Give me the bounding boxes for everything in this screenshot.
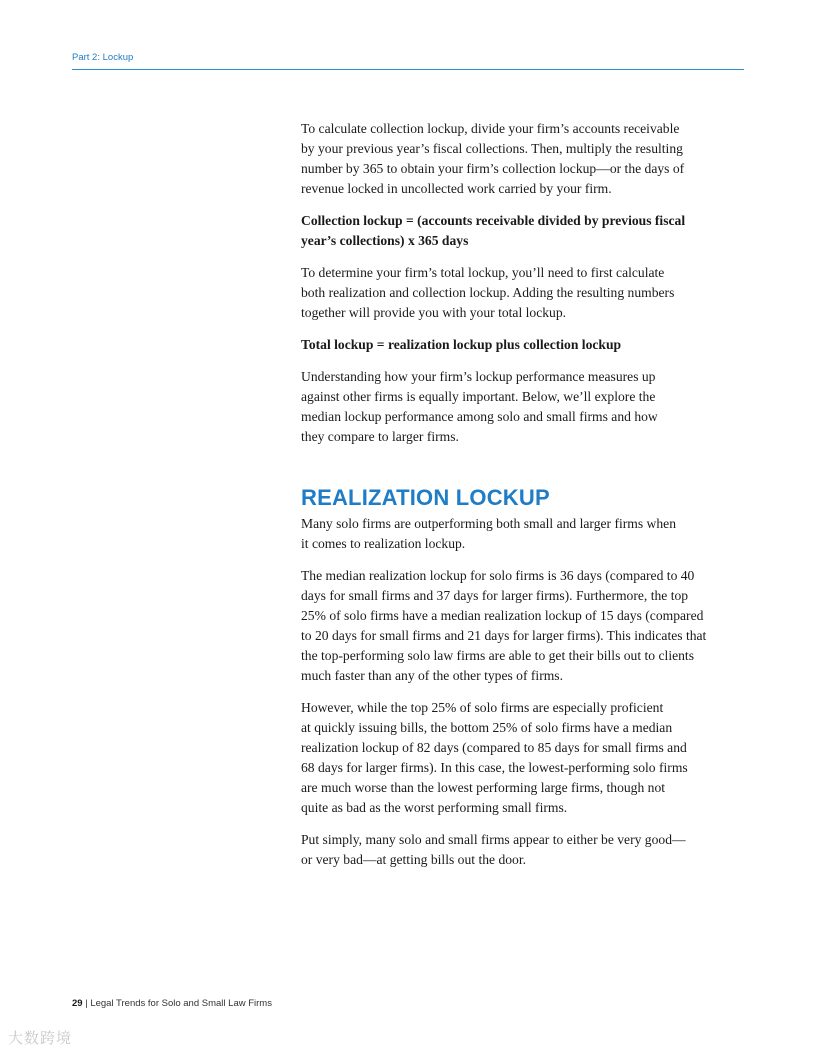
main-content [301, 119, 746, 882]
paragraph-realization-median: The median realization lockup for solo firms is 36 days (compared to 40 days for small firms and 37 days for larger firms). Furthermore, the top 25% of solo firms have a median realization lockup of 15 days (compared to 20 days for small firms and 21 days for larger firms). This indicates that the top-performing solo law firms are able to get their bills out to clients much faster than any of the other types of firms. [301, 568, 707, 683]
watermark: 大数跨境 [8, 1029, 73, 1047]
footer-title: Legal Trends for Solo and Small Law Firms [90, 998, 272, 1009]
section-label: Part 2: Lockup [72, 52, 134, 63]
paragraph-realization-bottom: However, while the top 25% of solo firms are especially proficient at quickly issuing bills, the bottom 25% of solo firms have a median realization lockup of 82 days (compared to 85 days for small firms and 68 days for larger firms). In this case, the lowest-performing solo firms are much worse than the lowest performing large firms, though not quite as bad as the worst performing small firms. [301, 700, 688, 815]
page-footer [72, 998, 272, 1009]
paragraph-realization-intro: Many solo firms are outperforming both small and larger firms when it comes to realization lockup. [301, 516, 677, 551]
formula-collection-lockup: Collection lockup = (accounts receivable divided by previous fiscal year’s collections) x 365 days [301, 213, 686, 248]
page-header [72, 47, 744, 70]
footer-separator: | [85, 998, 88, 1009]
section-heading: REALIZATION LOCKUP [301, 485, 550, 510]
formula-total-lockup: Total lockup = realization lockup plus collection lockup [301, 337, 622, 352]
paragraph-realization-summary: Put simply, many solo and small firms appear to either be very good— or very bad—at getting bills out the door. [301, 832, 686, 867]
page-number: 29 [72, 998, 83, 1009]
paragraph-collection-lockup: To calculate collection lockup, divide your firm’s accounts receivable by your previous year’s fiscal collections. Then, multiply the resulting number by 365 to obtain your firm’s collection lockup—or the days of revenue locked in uncollected work carried by your firm. [301, 121, 685, 196]
paragraph-total-lockup: To determine your firm’s total lockup, you’ll need to first calculate both realization and collection lockup. Adding the resulting numbers together will provide you with your total lockup. [301, 265, 675, 320]
paragraph-lockup-comparison: Understanding how your firm’s lockup performance measures up against other firms is equally important. Below, we’ll explore the median lockup performance among solo and small firms and how they compare to larger firms. [301, 369, 658, 444]
